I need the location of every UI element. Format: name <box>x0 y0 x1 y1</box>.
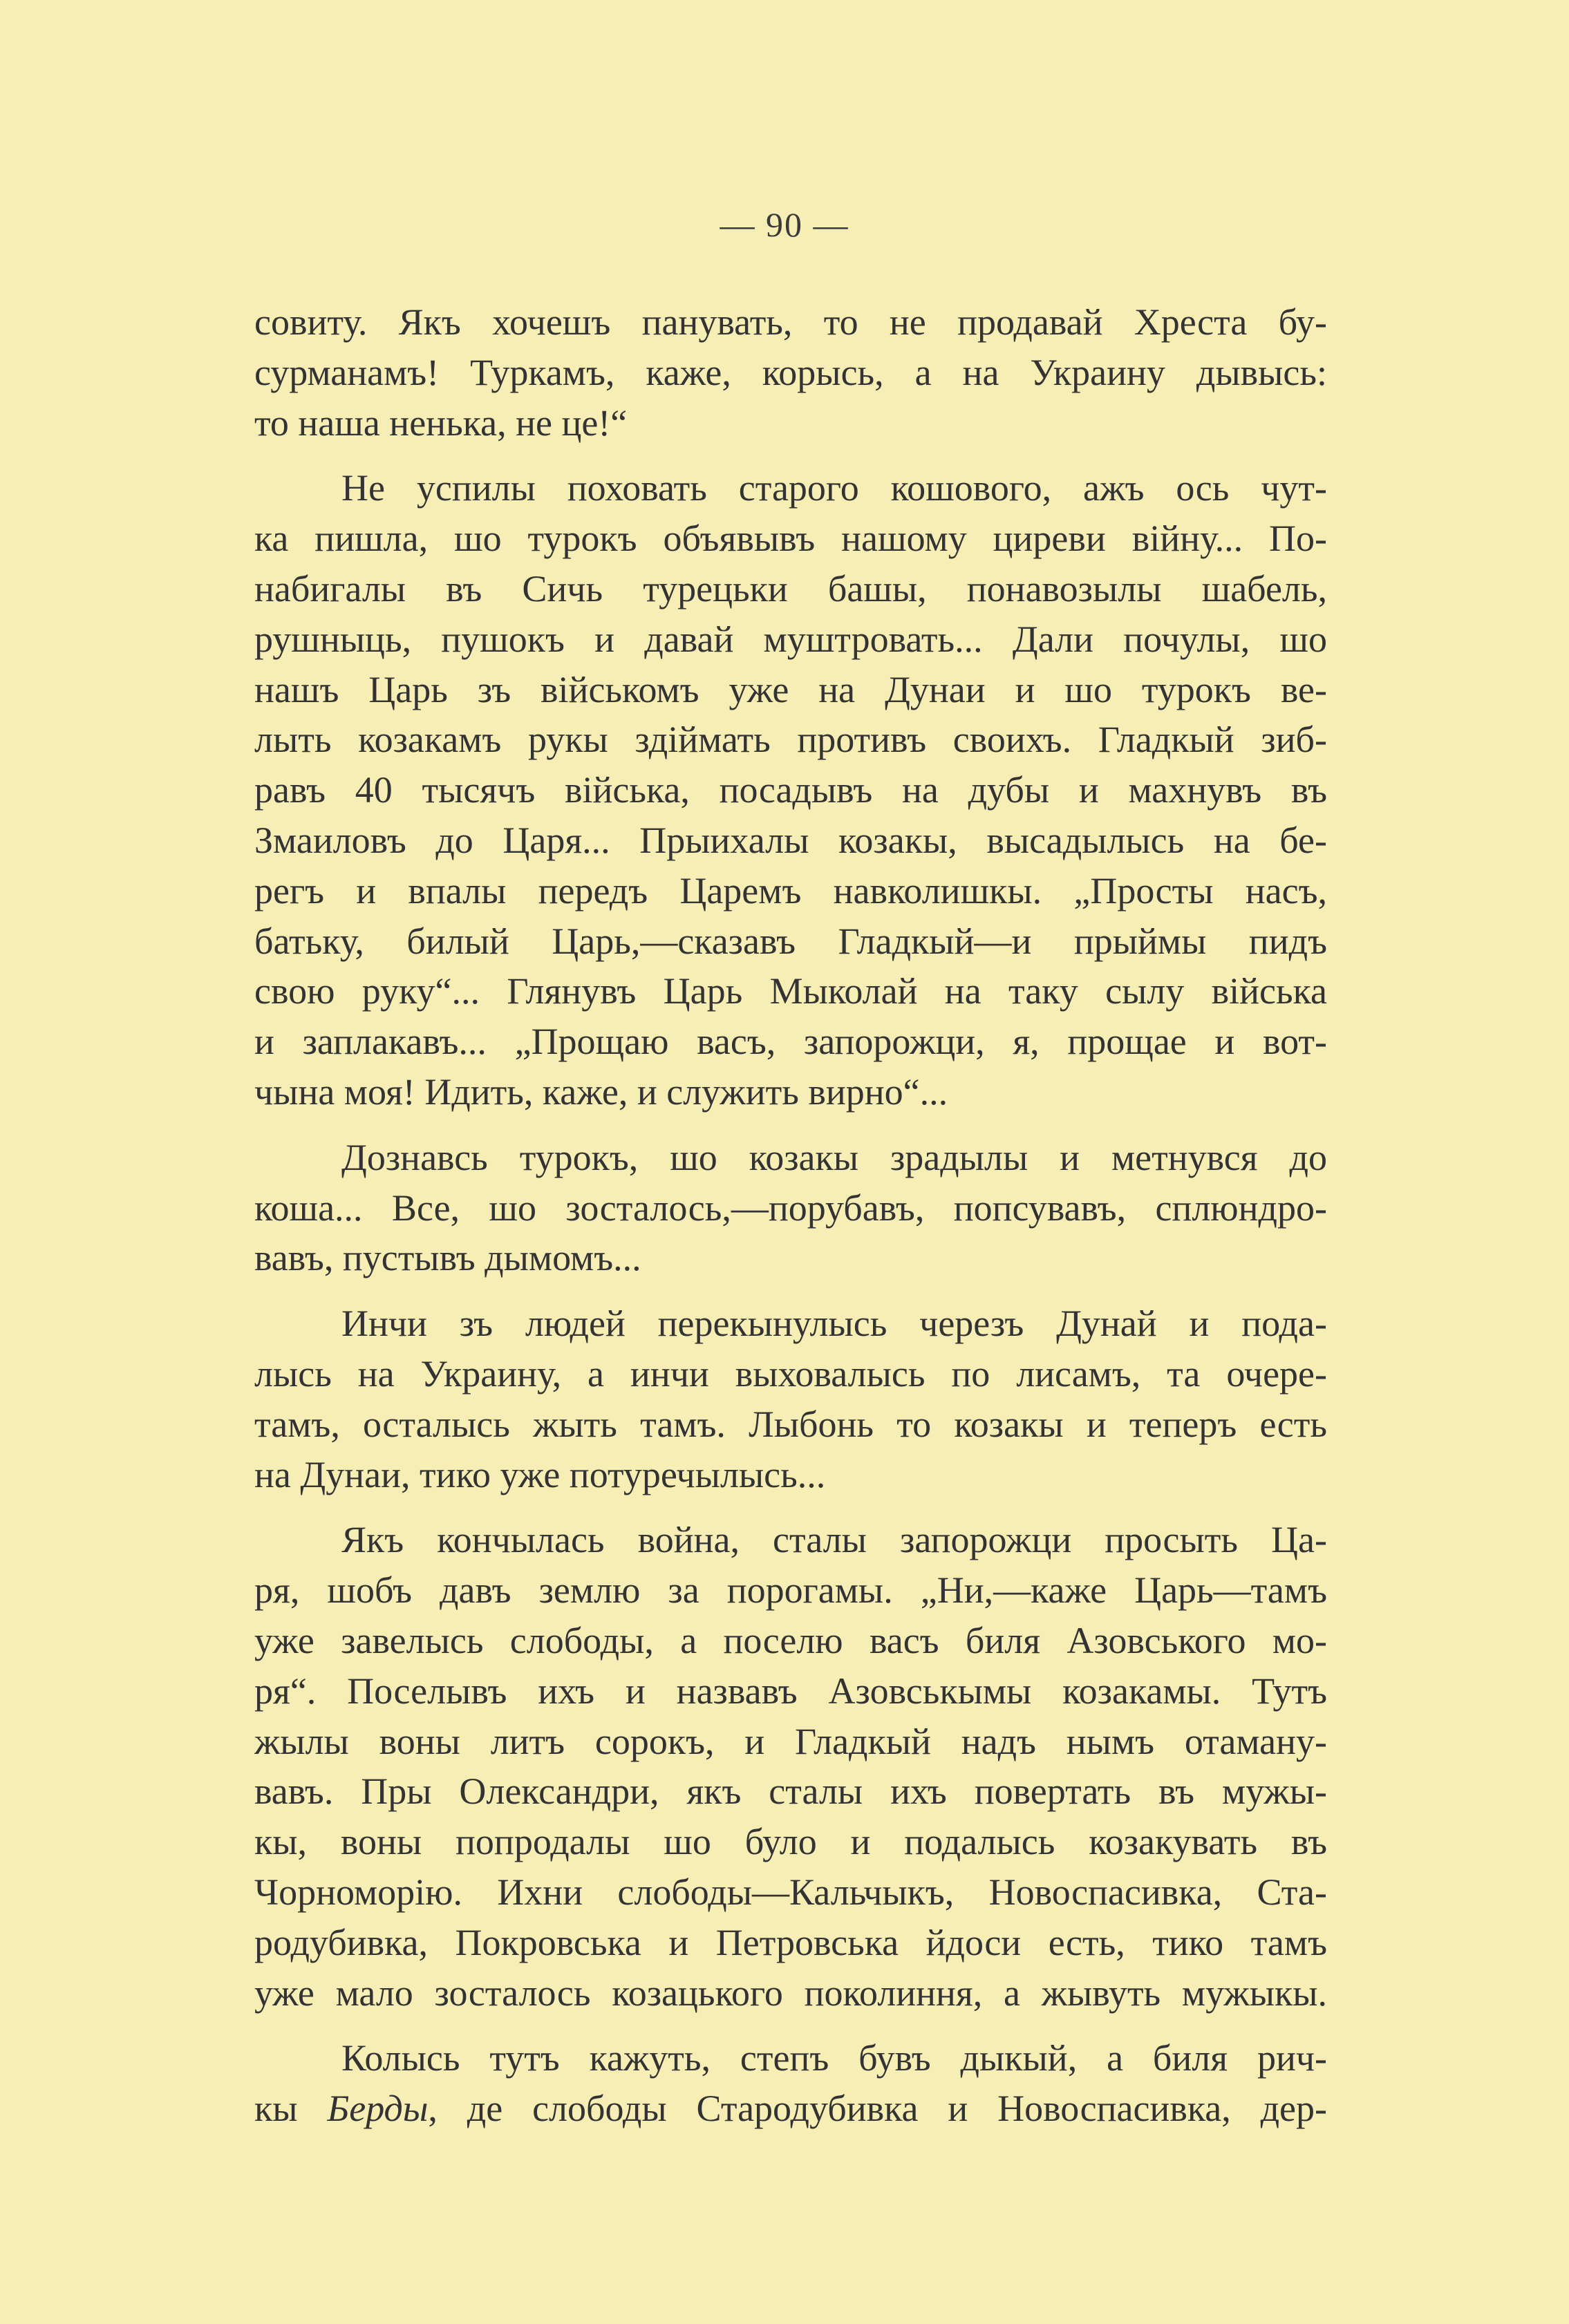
text-line: ря“. Поселывъ ихъ и назвавъ Азовськымы козакамы. Тутъ <box>254 1670 1327 1712</box>
paragraph-3 <box>254 1133 1327 1283</box>
text-line: рушныць, пушокъ и давай муштровать... Дали почулы, шо <box>254 618 1327 660</box>
text-line: ка пишла, шо турокъ объявывъ нашому циреви війну... По- <box>254 518 1327 560</box>
text-line: уже завелысь слободы, а поселю васъ биля Азовського мо- <box>254 1619 1327 1661</box>
text-line: регъ и впалы передъ Царемъ навколишкы. „Просты насъ, <box>254 869 1327 911</box>
text-line: кы, воны попродалы шо було и подалысь козакувать въ <box>254 1821 1327 1863</box>
text-line: лысь на Украину, а инчи выховалысь по лисамъ, та очере- <box>254 1352 1327 1395</box>
text-line: Инчи зъ людей перекынулысь черезъ Дунай и пода- <box>341 1303 1327 1345</box>
text-line: совиту. Якъ хочешъ панувать, то не продавай Хреста бу- <box>254 301 1327 343</box>
text-line: нашъ Царь зъ військомъ уже на Дунаи и шо турокъ ве- <box>254 668 1327 710</box>
text-line: ря, шобъ давъ землю за порогамы. „Ни,—каже Царь—тамъ <box>254 1569 1327 1612</box>
text-line: то наша ненька, не це!“ <box>254 401 628 444</box>
text-line: равъ 40 тысячъ війська, посадывъ на дубы и махнувъ въ <box>254 769 1327 811</box>
text-line: тамъ, осталысь жыть тамъ. Лыбонь то козакы и теперъ есть <box>254 1403 1327 1445</box>
paragraph-6 <box>254 2033 1327 2134</box>
text-line <box>254 2084 1327 2134</box>
page-number: — 90 — <box>720 205 849 244</box>
paragraph-5 <box>254 1515 1327 2018</box>
text-line: коша... Все, шо зосталось,—порубавъ, попсувавъ, сплюндро- <box>254 1187 1327 1229</box>
river-name-italic: Берды <box>327 2088 429 2130</box>
text-line: жылы воны литъ сорокъ, и Гладкый надъ нымъ отаману- <box>254 1720 1327 1762</box>
text-fragment: кы <box>254 2088 328 2130</box>
text-line: батьку, билый Царь,—сказавъ Гладкый—и прыймы пидъ <box>254 920 1327 962</box>
text-line: вавъ. Пры Олександри, якъ сталы ихъ повертать въ мужы- <box>254 1770 1327 1813</box>
paragraph-1 <box>254 297 1327 448</box>
body-text <box>254 297 1327 2149</box>
paragraph-2 <box>254 463 1327 1117</box>
text-line: чына моя! Идить, каже, и служить вирно“... <box>254 1070 948 1113</box>
text-line: лыть козакамъ рукы здіймать противъ своихъ. Гладкый зиб- <box>254 719 1327 761</box>
text-line: уже мало зосталось козацького поколиння, а жывуть мужыкы. <box>254 1972 1327 2014</box>
text-line: свою руку“... Глянувъ Царь Мыколай на таку сылу війська <box>254 970 1327 1012</box>
text-line: и заплакавъ... „Прощаю васъ, запорожци, я, прощае и вот- <box>254 1021 1327 1063</box>
text-line: Змаиловъ до Царя... Прыихалы козакы, высадылысь на бе- <box>254 819 1327 861</box>
text-line: Дознавсь турокъ, шо козакы зрадылы и метнувся до <box>341 1136 1327 1178</box>
text-line: на Дунаи, тико уже потуречылысь... <box>254 1453 826 1495</box>
text-line: Якъ кончылась война, сталы запорожци просыть Ца- <box>341 1519 1327 1561</box>
text-line: вавъ, пустывъ дымомъ... <box>254 1237 641 1279</box>
paragraph-4 <box>254 1298 1327 1500</box>
text-line: Колысь тутъ кажуть, степъ бувъ дыкый, а биля рич- <box>341 2037 1327 2079</box>
text-line: Чорноморію. Ихни слободы—Кальчыкъ, Новоспасивка, Ста- <box>254 1871 1327 1913</box>
text-line: сурманамъ! Туркамъ, каже, корысь, а на Украину дывысь: <box>254 351 1327 393</box>
text-line: набигалы въ Сичь турецьки башы, понавозылы шабель, <box>254 567 1327 610</box>
text-line: родубивка, Покровська и Петровська йдоси есть, тико тамъ <box>254 1921 1327 1963</box>
text-fragment: , де слободы Стародубивка и Новоспасивка, дер- <box>428 2088 1327 2130</box>
text-line: Не успилы поховать старого кошового, ажъ ось чут- <box>341 467 1327 509</box>
